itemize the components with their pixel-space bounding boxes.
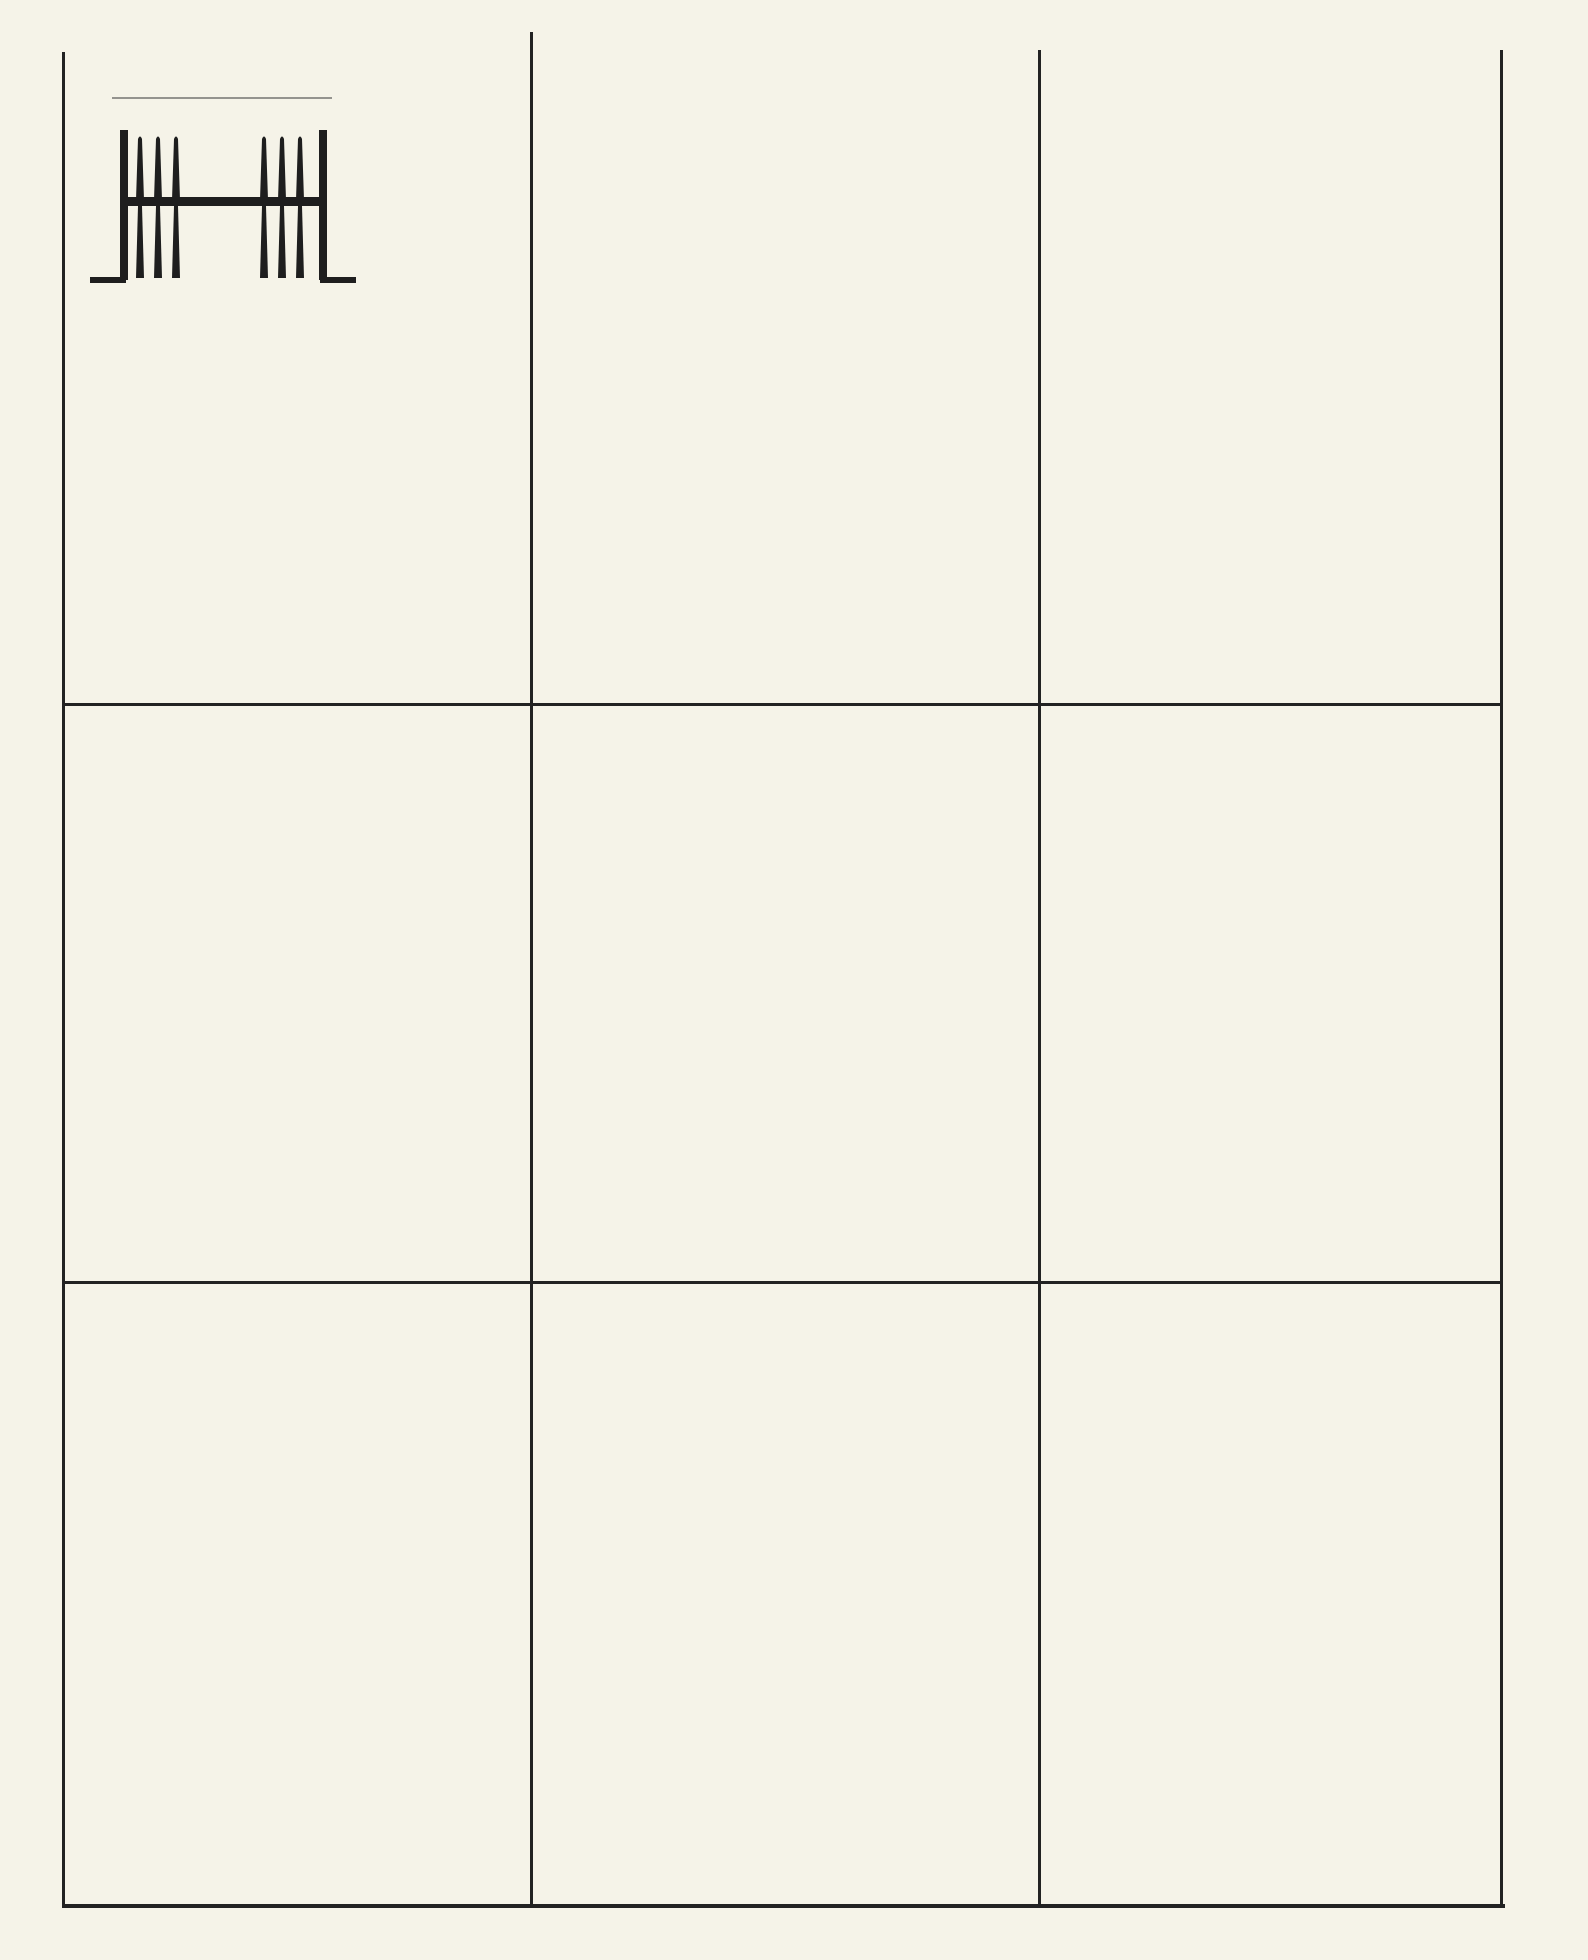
- panel-svg: [62, 52, 532, 705]
- fin: [260, 204, 268, 279]
- fin: [296, 204, 304, 279]
- fin: [278, 204, 286, 279]
- fin: [136, 137, 144, 201]
- fin: [278, 137, 286, 201]
- panel-54: [62, 52, 532, 705]
- fin: [136, 204, 144, 279]
- fin: [260, 137, 268, 201]
- fin: [154, 204, 162, 279]
- fin: [296, 137, 304, 201]
- column-rule-2: [1038, 50, 1041, 1904]
- flange: [90, 277, 126, 283]
- fin: [172, 204, 180, 279]
- row-rule-2: [62, 1281, 1502, 1284]
- fin: [172, 137, 180, 201]
- side-wall: [319, 130, 327, 280]
- fin: [154, 137, 162, 201]
- column-rule-3: [1500, 50, 1503, 1904]
- profile-drawing: [90, 98, 356, 283]
- flange: [320, 277, 356, 283]
- side-wall: [120, 130, 128, 280]
